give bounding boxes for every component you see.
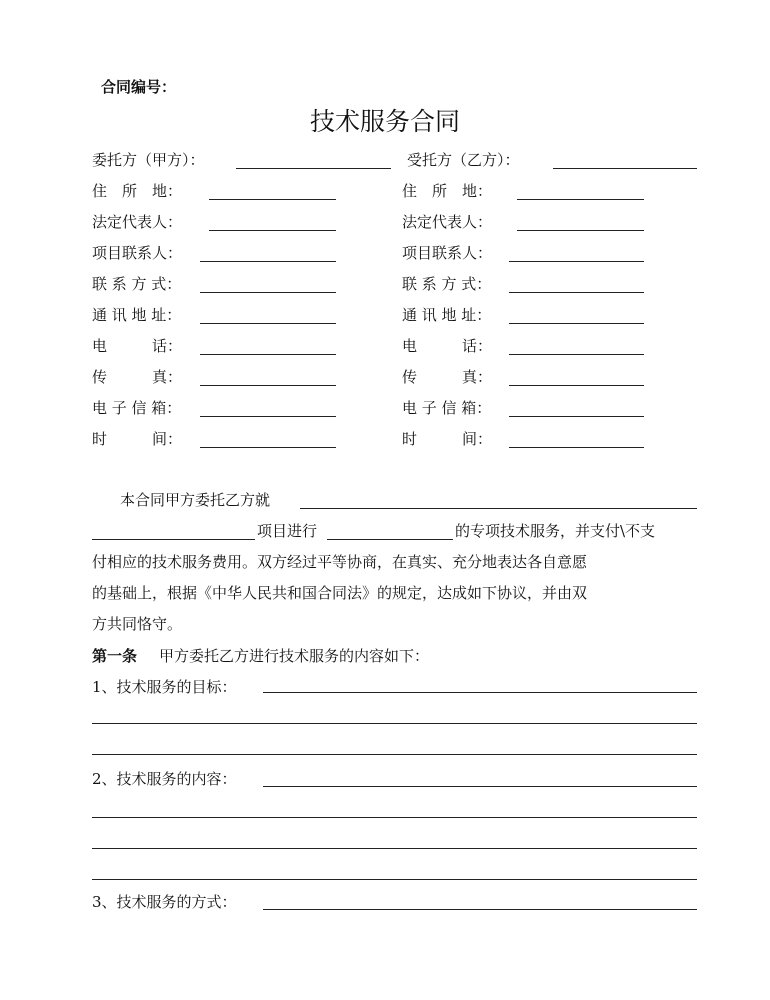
service-content-label: 2、技术服务的内容： (92, 770, 237, 788)
party-b-mailing-address-field[interactable] (509, 323, 644, 324)
intro-line-2a: 项目进行 (257, 522, 318, 540)
party-b-address-field[interactable] (517, 199, 644, 200)
party-a-legal-rep-field[interactable] (209, 230, 336, 231)
party-a-address-field[interactable] (209, 199, 336, 200)
party-a-field-label: 通 讯 地 址： (92, 306, 182, 324)
party-a-contact-field[interactable] (200, 261, 336, 262)
service-method-label: 3、技术服务的方式： (92, 893, 237, 911)
party-a-field-label: 住 所 地： (92, 182, 183, 200)
party-a-fax-field[interactable] (200, 385, 336, 386)
contract-number-label: 合同编号： (101, 78, 177, 96)
party-b-field-label: 电 子 信 箱： (402, 399, 492, 417)
party-b-email-field[interactable] (509, 416, 644, 417)
intro-line-3: 付相应的技术服务费用。双方经过平等协商，在真实、充分地表达各自意愿 (92, 553, 588, 571)
party-b-date-field[interactable] (509, 447, 644, 448)
party-b-field-label: 电 话： (402, 337, 493, 355)
service-content-field[interactable] (263, 786, 697, 787)
party-a-field-label: 电 话： (92, 337, 183, 355)
party-b-field-label: 住 所 地： (402, 182, 493, 200)
entrusted-matter-field[interactable] (300, 508, 697, 509)
party-a-field-label: 法定代表人： (92, 213, 183, 231)
service-content-field-line-3[interactable] (92, 848, 697, 849)
intro-line-1: 本合同甲方委托乙方就 (120, 491, 271, 509)
party-b-field-label: 通 讯 地 址： (402, 306, 492, 324)
party-b-contact-field[interactable] (509, 261, 644, 262)
party-a-contact-method-field[interactable] (200, 292, 336, 293)
party-a-field-label: 传 真： (92, 368, 183, 386)
intro-line-5: 方共同恪守。 (92, 615, 183, 633)
party-b-name-field[interactable] (553, 168, 697, 169)
party-a-label: 委托方（甲方）： (92, 151, 205, 169)
article-1-text: 甲方委托乙方进行技术服务的内容如下： (159, 647, 430, 665)
intro-line-4: 的基础上，根据《中华人民共和国合同法》的规定，达成如下协议，并由双 (92, 584, 588, 602)
service-content-field-line-4[interactable] (92, 879, 697, 880)
party-b-field-label: 联 系 方 式： (402, 275, 492, 293)
page-title: 技术服务合同 (310, 107, 461, 136)
party-b-field-label: 传 真： (402, 368, 493, 386)
party-b-contact-method-field[interactable] (509, 292, 644, 293)
party-a-field-label: 项目联系人： (92, 244, 183, 262)
party-a-phone-field[interactable] (200, 354, 336, 355)
article-1 (92, 646, 429, 666)
intro-line-2b: 的专项技术服务，并支付\不支 (455, 522, 656, 540)
service-goal-field[interactable] (263, 692, 697, 693)
party-b-field-label: 时 间： (402, 430, 493, 448)
party-a-field-label: 电 子 信 箱： (92, 399, 182, 417)
party-a-mailing-address-field[interactable] (200, 323, 336, 324)
party-a-field-label: 联 系 方 式： (92, 275, 182, 293)
party-a-email-field[interactable] (200, 416, 336, 417)
party-b-field-label: 项目联系人： (402, 244, 493, 262)
service-method-field[interactable] (263, 909, 697, 910)
party-a-name-field[interactable] (236, 168, 391, 169)
service-goal-label: 1、技术服务的目标： (92, 678, 237, 696)
party-b-field-label: 法定代表人： (402, 213, 493, 231)
party-b-phone-field[interactable] (509, 354, 644, 355)
service-goal-field-line-3[interactable] (92, 754, 697, 755)
project-name-field[interactable] (92, 539, 255, 540)
article-1-heading: 第一条 (92, 647, 138, 665)
party-b-label: 受托方（乙方）： (407, 151, 520, 169)
party-b-fax-field[interactable] (509, 385, 644, 386)
party-b-legal-rep-field[interactable] (517, 230, 644, 231)
service-goal-field-line-2[interactable] (92, 723, 697, 724)
party-a-field-label: 时 间： (92, 430, 183, 448)
party-a-date-field[interactable] (200, 447, 336, 448)
service-content-field-line-2[interactable] (92, 817, 697, 818)
service-field[interactable] (327, 539, 453, 540)
